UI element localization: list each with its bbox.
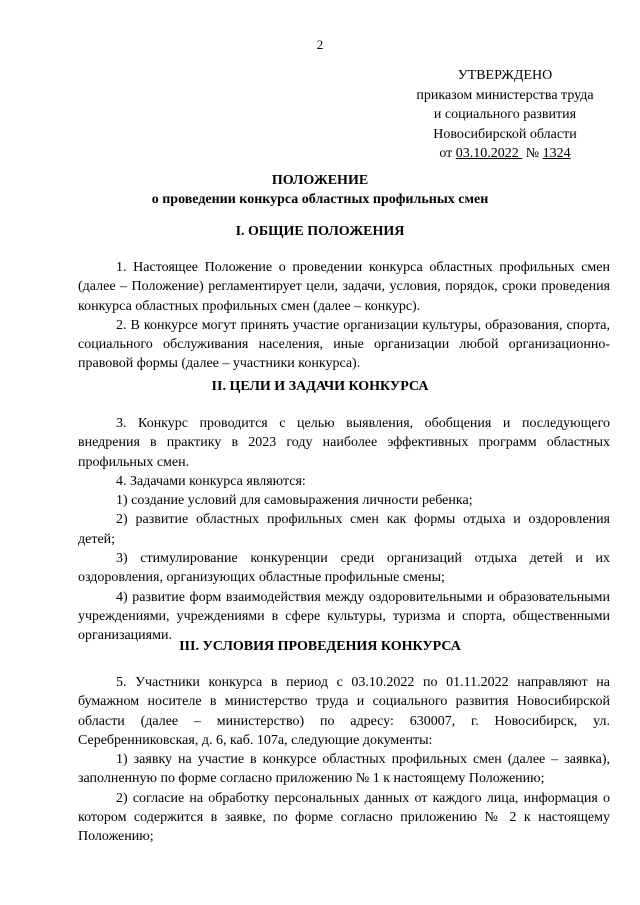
section-2-body <box>78 414 610 646</box>
paragraph: 3. Конкурс проводится с целью выявления, обобщения и последующего внедрения в практику в 2023 году наиболее эффективных программ областных профильных смен. <box>78 416 610 470</box>
approval-line-1: приказом министерства труда <box>416 87 594 103</box>
paragraph: 2. В конкурсе могут принять участие организации культуры, образования, спорта, социального обслуживания населения, иные организации любой организационно-правовой формы (далее – участники конкурса). <box>78 317 610 372</box>
approval-line-2: и социального развития <box>433 107 577 122</box>
document-title-line-2: о проведении конкурса областных профильных смен <box>151 192 489 207</box>
approval-stamp <box>400 66 610 164</box>
paragraph: 1) создание условий для самовыражения личности ребенка; <box>116 493 473 509</box>
paragraph: 4) развитие форм взаимодействия между оздоровительными и образовательными учреждениями, учреждениями в сфере культуры, туризма и спорта, общественными организациями. <box>78 589 610 644</box>
section-2-heading: II. ЦЕЛИ И ЗАДАЧИ КОНКУРСА <box>211 379 429 394</box>
paragraph: 1) заявку на участие в конкурсе областных профильных смен (далее – заявка), заполненную по форме согласно приложению № 1 к настоящему Положению; <box>78 752 610 787</box>
section-1-body <box>78 258 610 374</box>
approval-number: 1324 <box>542 146 571 161</box>
approval-date: 03.10.2022 <box>455 146 519 161</box>
document-title <box>60 171 580 209</box>
document-title-line-1: ПОЛОЖЕНИЕ <box>271 173 369 188</box>
section-3-body <box>78 673 610 847</box>
section-1-heading: I. ОБЩИЕ ПОЛОЖЕНИЯ <box>235 224 405 239</box>
paragraph: 2) развитие областных профильных смен как формы отдыха и оздоровления детей; <box>78 512 610 547</box>
section-3-heading: III. УСЛОВИЯ ПРОВЕДЕНИЯ КОНКУРСА <box>179 639 461 654</box>
paragraph: 2) согласие на обработку персональных данных от каждого лица, информация о котором содержится в заявке, по форме согласно приложению № 2 к настоящему Положению; <box>78 790 610 845</box>
page-number: 2 <box>316 37 324 52</box>
paragraph: 3) стимулирование конкуренции среди организаций отдыха детей и их оздоровления, организующих областные профильные смены; <box>78 551 610 586</box>
approval-heading: УТВЕРЖДЕНО <box>457 68 553 83</box>
approval-date-line <box>400 144 610 164</box>
paragraph: 5. Участники конкурса в период с 03.10.2022 по 01.11.2022 направляют на бумажном носителе в министерство труда и социального развития Новосибирской области (далее – министерство) по адресу: 630007, г. Новосибирск, ул. Серебренниковская, д. 6, каб. 107а, следующие документы: <box>78 675 610 748</box>
paragraph: 4. Задачами конкурса являются: <box>116 473 306 489</box>
approval-line-3: Новосибирской области <box>433 126 577 142</box>
approval-number-prefix: № <box>525 146 540 161</box>
approval-date-prefix: от <box>439 146 453 161</box>
paragraph: 1. Настоящее Положение о проведении конкурса областных профильных смен (далее – Положение) регламентирует цели, задачи, условия, порядок, сроки проведения конкурса областных профильных смен (далее – конкурс). <box>78 260 610 314</box>
